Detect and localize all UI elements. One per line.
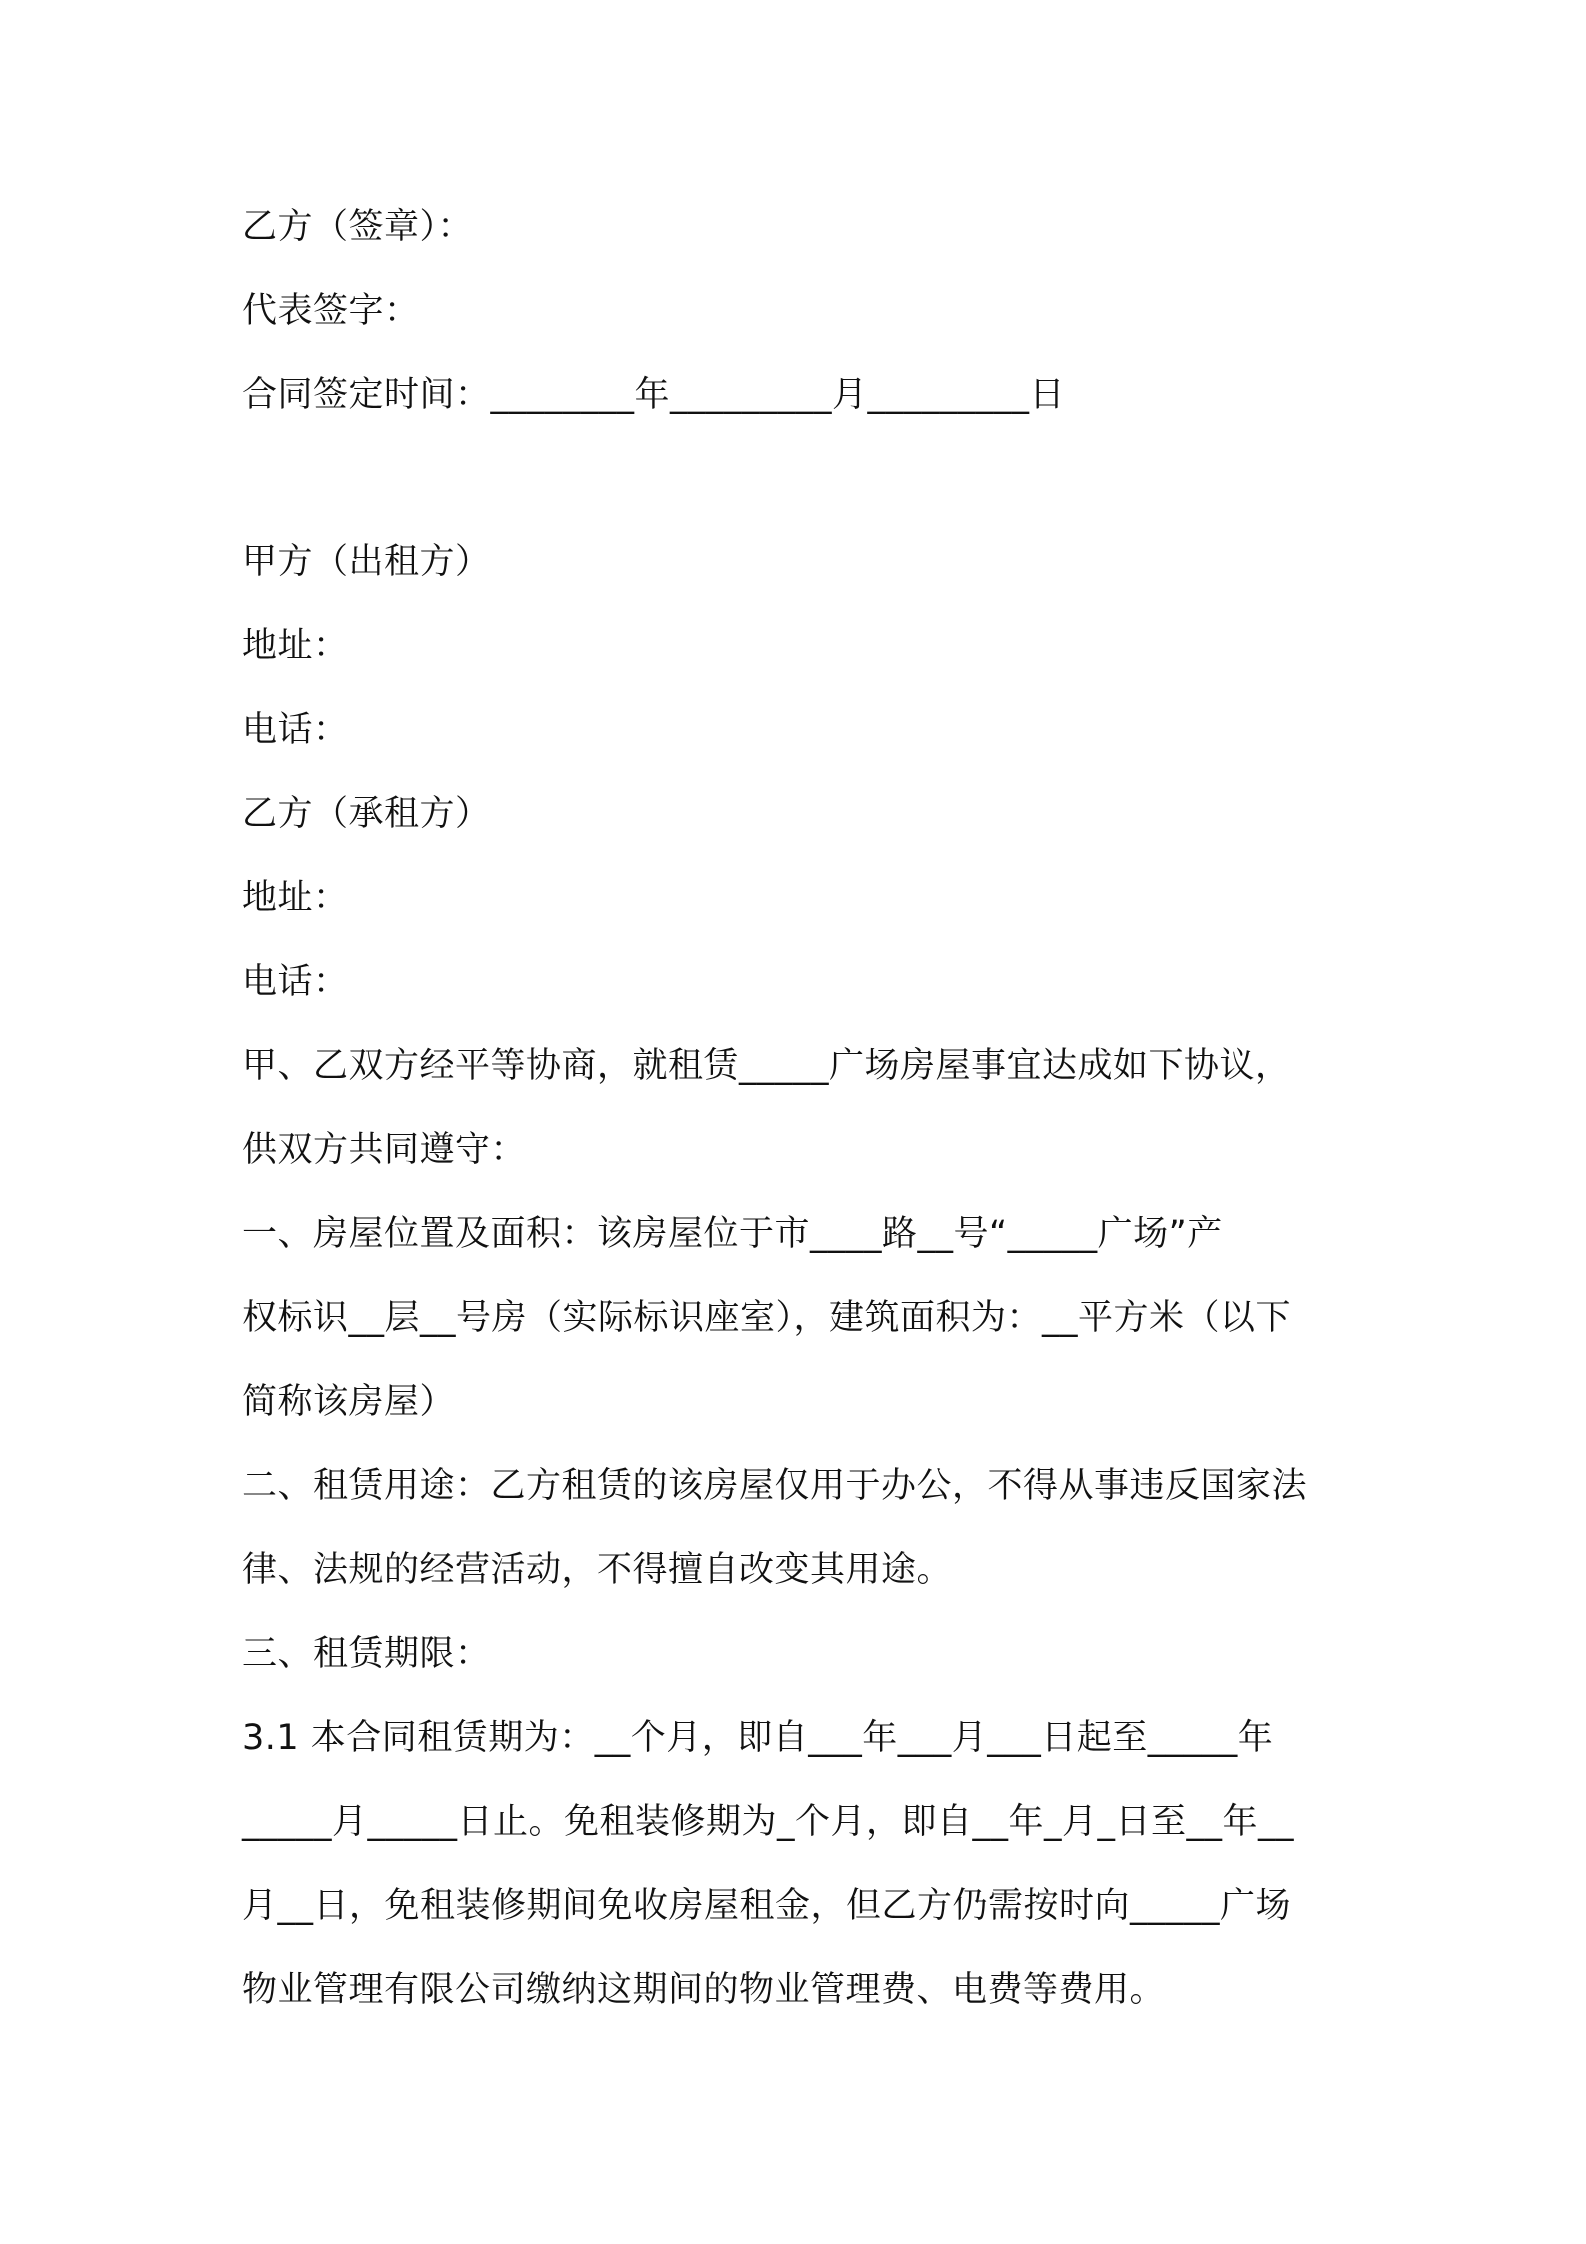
clause-3-1-line: 月__日，免租装修期间免收房屋租金，但乙方仍需按时向_____广场 xyxy=(242,1886,1292,1926)
clause-3-heading: 三、租赁期限： xyxy=(242,1634,491,1674)
party-b-title: 乙方（承租方） xyxy=(242,794,491,834)
clause-1-line: 一、房屋位置及面积：该房屋位于市____路__号“_____广场”产 xyxy=(242,1214,1223,1254)
party-a-phone: 电话： xyxy=(242,710,349,750)
body-line: 供双方共同遵守： xyxy=(242,1130,527,1170)
party-b-phone: 电话： xyxy=(242,962,349,1002)
clause-3-1-line: 3.1 本合同租赁期为：__个月，即自___年___月___日起至_____年 xyxy=(242,1718,1274,1758)
party-b-address: 地址： xyxy=(242,878,349,918)
clause-2-line: 律、法规的经营活动，不得擅自改变其用途。 xyxy=(242,1550,953,1590)
clause-1-line: 简称该房屋） xyxy=(242,1382,456,1422)
party-b-seal-line: 乙方（签章）： xyxy=(242,207,474,247)
signing-date-line: 合同签定时间：________年_________月_________日 xyxy=(242,375,1066,415)
representative-signature-line: 代表签字： xyxy=(242,291,420,331)
clause-3-1-line: _____月_____日止。免租装修期为_个月，即自__年_月_日至__年__ xyxy=(242,1802,1295,1842)
party-a-address: 地址： xyxy=(242,626,349,666)
clause-3-1-line: 物业管理有限公司缴纳这期间的物业管理费、电费等费用。 xyxy=(242,1970,1166,2010)
clause-2-line: 二、租赁用途：乙方租赁的该房屋仅用于办公，不得从事违反国家法 xyxy=(242,1466,1308,1506)
body-line: 甲、乙双方经平等协商，就租赁_____广场房屋事宜达成如下协议， xyxy=(242,1046,1291,1086)
clause-1-line: 权标识__层__号房（实际标识座室），建筑面积为：__平方米（以下 xyxy=(242,1298,1292,1338)
party-a-title: 甲方（出租方） xyxy=(242,542,491,582)
